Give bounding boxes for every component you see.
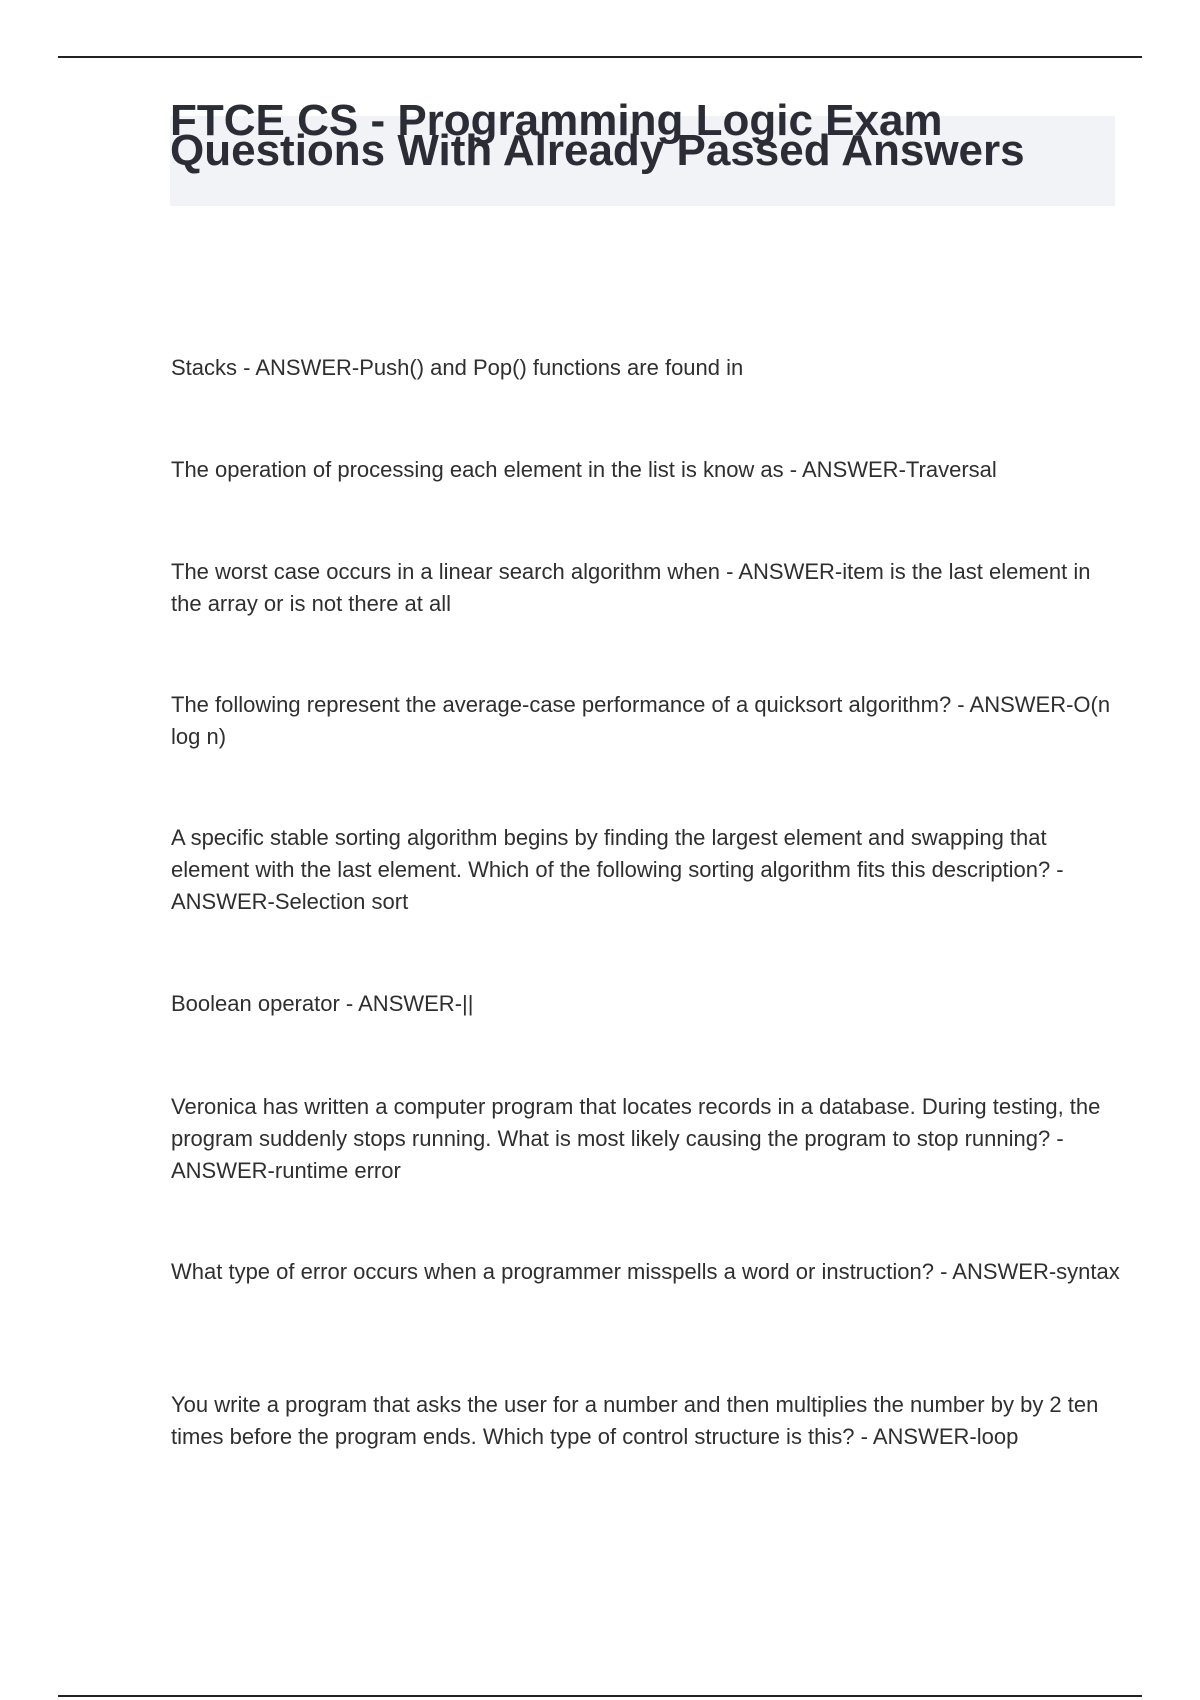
title-block: [170, 96, 1115, 175]
qa-item-3: The worst case occurs in a linear search algorithm when - ANSWER-item is the last element in the array or is not there at all: [171, 559, 1091, 616]
top-rule: [58, 56, 1142, 58]
qa-item-1: Stacks - ANSWER-Push() and Pop() functions are found in: [171, 355, 744, 380]
qa-item-7: Veronica has written a computer program that locates records in a database. During testing, the program suddenly stops running. What is most likely causing the program to stop running? - ANSWER-runtime error: [171, 1094, 1101, 1183]
qa-item-6: Boolean operator - ANSWER-||: [171, 991, 474, 1016]
qa-item-8: What type of error occurs when a programmer misspells a word or instruction? - ANSWER-syntax: [171, 1259, 1120, 1284]
qa-item-5: A specific stable sorting algorithm begins by finding the largest element and swapping that element with the last element. Which of the following sorting algorithm fits this description? - ANSWER-Selection sort: [171, 825, 1064, 914]
qa-item-2: The operation of processing each element in the list is know as - ANSWER-Traversal: [171, 457, 997, 482]
bottom-rule: [58, 1695, 1142, 1697]
qa-item-9: You write a program that asks the user for a number and then multiplies the number by by 2 ten times before the program ends. Which type of control structure is this? - ANSWER-loop: [171, 1392, 1099, 1449]
document-title: FTCE CS - Programming Logic Exam Questions With Already Passed Answers: [170, 96, 1025, 175]
qa-item-4: The following represent the average-case performance of a quicksort algorithm? - ANSWER-O(n log n): [171, 692, 1111, 749]
